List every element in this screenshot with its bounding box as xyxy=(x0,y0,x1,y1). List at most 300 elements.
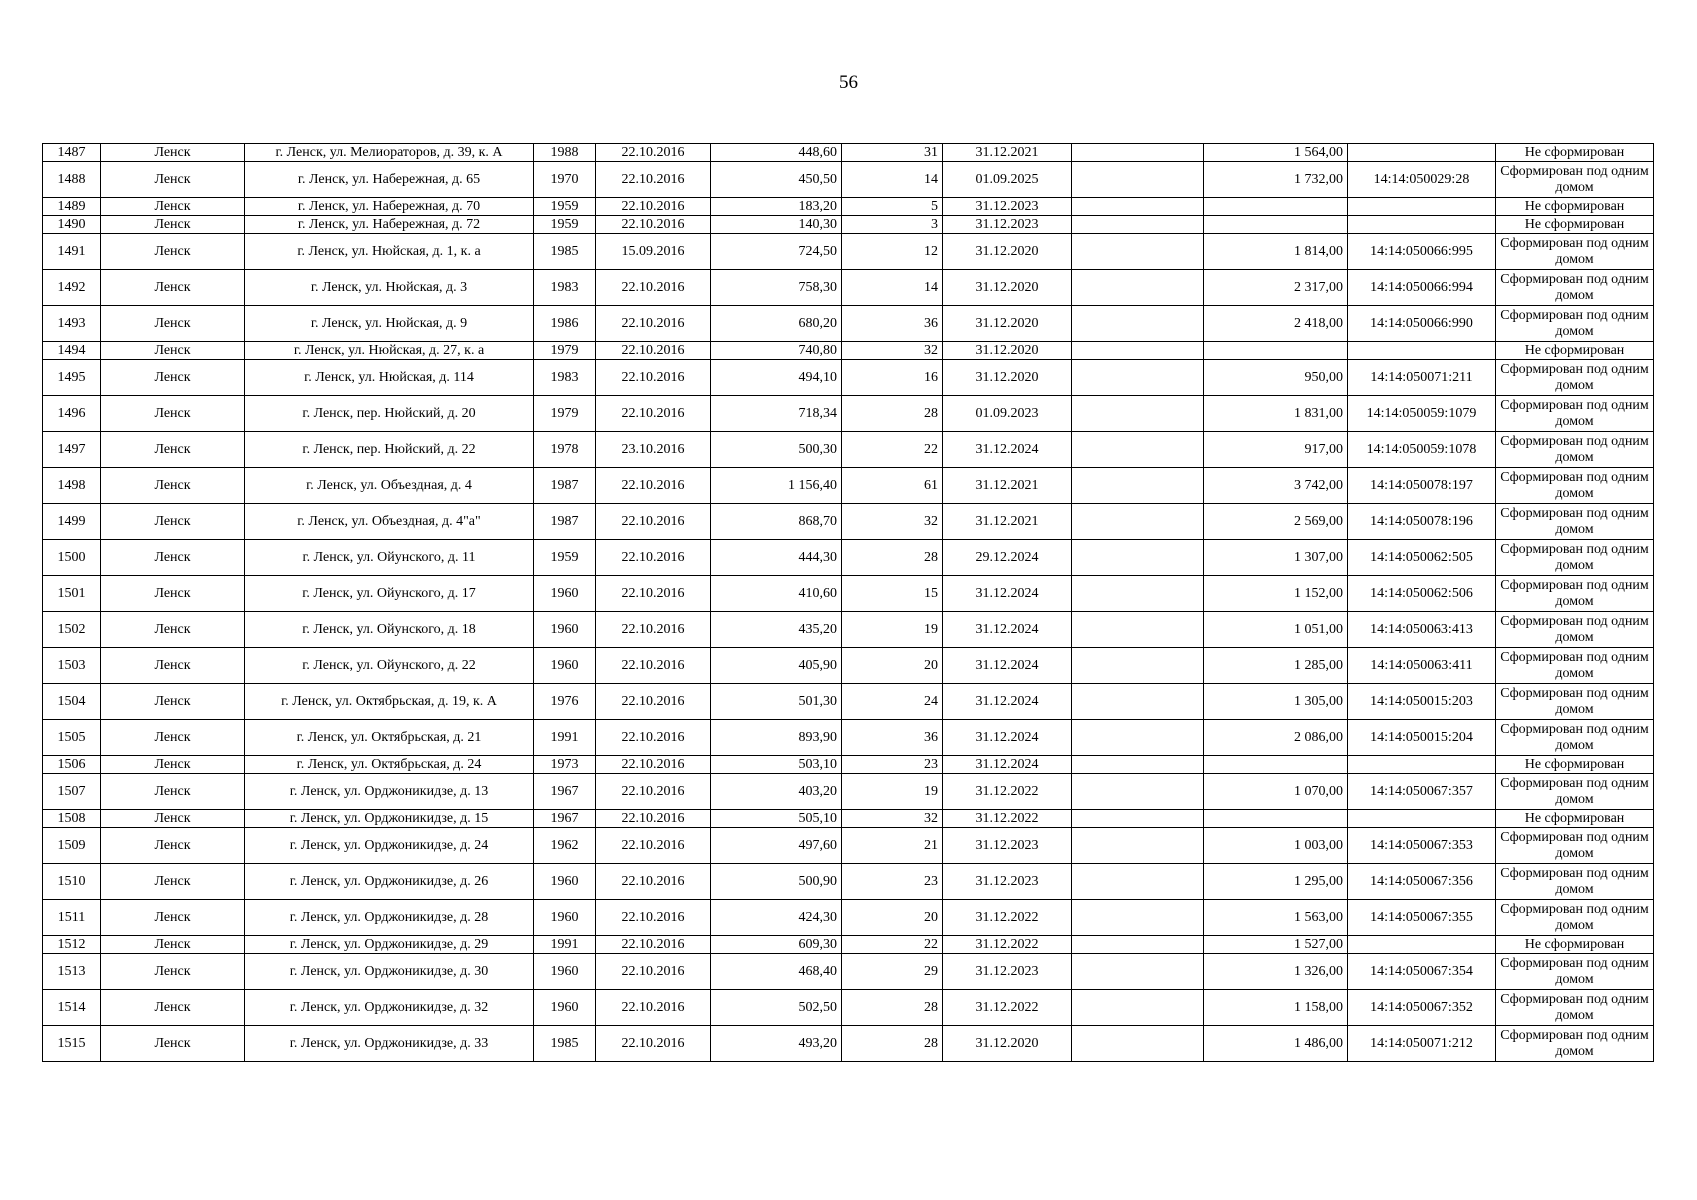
address: г. Ленск, ул. Орджоникидзе, д. 15 xyxy=(245,810,534,828)
address: г. Ленск, ул. Объездная, д. 4 xyxy=(245,468,534,504)
land-status: Сформирован под одним домом xyxy=(1496,270,1654,306)
construction-year: 1991 xyxy=(534,720,596,756)
table-row xyxy=(43,612,1654,648)
table-row xyxy=(43,774,1654,810)
date: 22.10.2016 xyxy=(596,468,711,504)
cadastral-number: 14:14:050067:353 xyxy=(1348,828,1496,864)
row-number: 1496 xyxy=(43,396,101,432)
area: 740,80 xyxy=(711,342,842,360)
deadline-date: 31.12.2024 xyxy=(943,720,1072,756)
date: 22.10.2016 xyxy=(596,144,711,162)
residents-count: 32 xyxy=(842,342,943,360)
address: г. Ленск, ул. Ойунского, д. 11 xyxy=(245,540,534,576)
date: 22.10.2016 xyxy=(596,936,711,954)
land-status: Сформирован под одним домом xyxy=(1496,612,1654,648)
cadastral-number: 14:14:050067:357 xyxy=(1348,774,1496,810)
empty-cell xyxy=(1072,936,1204,954)
construction-year: 1985 xyxy=(534,1026,596,1062)
area: 444,30 xyxy=(711,540,842,576)
residents-count: 23 xyxy=(842,756,943,774)
date: 22.10.2016 xyxy=(596,504,711,540)
table-row xyxy=(43,864,1654,900)
address: г. Ленск, ул. Орджоникидзе, д. 26 xyxy=(245,864,534,900)
date: 22.10.2016 xyxy=(596,270,711,306)
land-area: 2 569,00 xyxy=(1204,504,1348,540)
empty-cell xyxy=(1072,954,1204,990)
construction-year: 1959 xyxy=(534,198,596,216)
area: 758,30 xyxy=(711,270,842,306)
empty-cell xyxy=(1072,234,1204,270)
row-number: 1504 xyxy=(43,684,101,720)
empty-cell xyxy=(1072,432,1204,468)
date: 22.10.2016 xyxy=(596,756,711,774)
construction-year: 1960 xyxy=(534,648,596,684)
area: 493,20 xyxy=(711,1026,842,1062)
settlement: Ленск xyxy=(101,504,245,540)
address: г. Ленск, ул. Мелиораторов, д. 39, к. А xyxy=(245,144,534,162)
address: г. Ленск, ул. Октябрьская, д. 24 xyxy=(245,756,534,774)
cadastral-number xyxy=(1348,756,1496,774)
cadastral-number xyxy=(1348,144,1496,162)
residents-count: 3 xyxy=(842,216,943,234)
area: 405,90 xyxy=(711,648,842,684)
date: 22.10.2016 xyxy=(596,954,711,990)
cadastral-number: 14:14:050062:506 xyxy=(1348,576,1496,612)
area: 1 156,40 xyxy=(711,468,842,504)
date: 22.10.2016 xyxy=(596,396,711,432)
empty-cell xyxy=(1072,144,1204,162)
row-number: 1511 xyxy=(43,900,101,936)
deadline-date: 31.12.2020 xyxy=(943,234,1072,270)
area: 403,20 xyxy=(711,774,842,810)
cadastral-number: 14:14:050066:990 xyxy=(1348,306,1496,342)
row-number: 1507 xyxy=(43,774,101,810)
table-row xyxy=(43,576,1654,612)
row-number: 1489 xyxy=(43,198,101,216)
residents-count: 19 xyxy=(842,612,943,648)
table-row xyxy=(43,810,1654,828)
address: г. Ленск, ул. Набережная, д. 72 xyxy=(245,216,534,234)
land-area: 1 158,00 xyxy=(1204,990,1348,1026)
construction-year: 1983 xyxy=(534,360,596,396)
land-status: Не сформирован xyxy=(1496,936,1654,954)
cadastral-number: 14:14:050015:203 xyxy=(1348,684,1496,720)
area: 500,90 xyxy=(711,864,842,900)
settlement: Ленск xyxy=(101,756,245,774)
table-row xyxy=(43,162,1654,198)
construction-year: 1987 xyxy=(534,468,596,504)
table-row xyxy=(43,144,1654,162)
land-status: Сформирован под одним домом xyxy=(1496,162,1654,198)
land-area: 1 527,00 xyxy=(1204,936,1348,954)
settlement: Ленск xyxy=(101,396,245,432)
land-status: Сформирован под одним домом xyxy=(1496,468,1654,504)
residents-count: 16 xyxy=(842,360,943,396)
row-number: 1493 xyxy=(43,306,101,342)
area: 724,50 xyxy=(711,234,842,270)
empty-cell xyxy=(1072,162,1204,198)
cadastral-number xyxy=(1348,810,1496,828)
construction-year: 1983 xyxy=(534,270,596,306)
row-number: 1512 xyxy=(43,936,101,954)
settlement: Ленск xyxy=(101,540,245,576)
construction-year: 1959 xyxy=(534,540,596,576)
table-row xyxy=(43,828,1654,864)
construction-year: 1970 xyxy=(534,162,596,198)
empty-cell xyxy=(1072,810,1204,828)
empty-cell xyxy=(1072,1026,1204,1062)
residents-count: 36 xyxy=(842,720,943,756)
settlement: Ленск xyxy=(101,936,245,954)
residents-count: 12 xyxy=(842,234,943,270)
land-status: Не сформирован xyxy=(1496,144,1654,162)
address: г. Ленск, ул. Орджоникидзе, д. 13 xyxy=(245,774,534,810)
empty-cell xyxy=(1072,684,1204,720)
deadline-date: 31.12.2022 xyxy=(943,774,1072,810)
address: г. Ленск, ул. Орджоникидзе, д. 29 xyxy=(245,936,534,954)
area: 893,90 xyxy=(711,720,842,756)
row-number: 1497 xyxy=(43,432,101,468)
deadline-date: 31.12.2024 xyxy=(943,684,1072,720)
construction-year: 1960 xyxy=(534,954,596,990)
row-number: 1503 xyxy=(43,648,101,684)
settlement: Ленск xyxy=(101,648,245,684)
land-status: Сформирован под одним домом xyxy=(1496,900,1654,936)
land-area: 3 742,00 xyxy=(1204,468,1348,504)
land-area xyxy=(1204,198,1348,216)
area: 410,60 xyxy=(711,576,842,612)
settlement: Ленск xyxy=(101,954,245,990)
construction-year: 1960 xyxy=(534,864,596,900)
empty-cell xyxy=(1072,576,1204,612)
settlement: Ленск xyxy=(101,162,245,198)
date: 22.10.2016 xyxy=(596,684,711,720)
date: 22.10.2016 xyxy=(596,810,711,828)
construction-year: 1979 xyxy=(534,396,596,432)
settlement: Ленск xyxy=(101,864,245,900)
deadline-date: 31.12.2024 xyxy=(943,432,1072,468)
cadastral-number: 14:14:050067:352 xyxy=(1348,990,1496,1026)
land-area: 1 003,00 xyxy=(1204,828,1348,864)
table-row xyxy=(43,900,1654,936)
land-status: Сформирован под одним домом xyxy=(1496,990,1654,1026)
empty-cell xyxy=(1072,198,1204,216)
row-number: 1499 xyxy=(43,504,101,540)
cadastral-number: 14:14:050029:28 xyxy=(1348,162,1496,198)
cadastral-number: 14:14:050059:1079 xyxy=(1348,396,1496,432)
land-status: Сформирован под одним домом xyxy=(1496,396,1654,432)
construction-year: 1986 xyxy=(534,306,596,342)
table-row xyxy=(43,198,1654,216)
land-status: Сформирован под одним домом xyxy=(1496,864,1654,900)
deadline-date: 31.12.2020 xyxy=(943,342,1072,360)
date: 22.10.2016 xyxy=(596,576,711,612)
address: г. Ленск, ул. Октябрьская, д. 21 xyxy=(245,720,534,756)
cadastral-number: 14:14:050067:354 xyxy=(1348,954,1496,990)
address: г. Ленск, ул. Октябрьская, д. 19, к. А xyxy=(245,684,534,720)
cadastral-number: 14:14:050071:211 xyxy=(1348,360,1496,396)
row-number: 1488 xyxy=(43,162,101,198)
table-row xyxy=(43,234,1654,270)
address: г. Ленск, пер. Нюйский, д. 20 xyxy=(245,396,534,432)
land-area: 1 295,00 xyxy=(1204,864,1348,900)
area: 494,10 xyxy=(711,360,842,396)
land-area: 2 086,00 xyxy=(1204,720,1348,756)
deadline-date: 31.12.2020 xyxy=(943,270,1072,306)
land-status: Сформирован под одним домом xyxy=(1496,774,1654,810)
construction-year: 1960 xyxy=(534,612,596,648)
construction-year: 1960 xyxy=(534,990,596,1026)
settlement: Ленск xyxy=(101,270,245,306)
row-number: 1487 xyxy=(43,144,101,162)
table-body xyxy=(43,144,1654,1062)
cadastral-number xyxy=(1348,342,1496,360)
land-area: 1 732,00 xyxy=(1204,162,1348,198)
empty-cell xyxy=(1072,756,1204,774)
empty-cell xyxy=(1072,216,1204,234)
address: г. Ленск, ул. Орджоникидзе, д. 28 xyxy=(245,900,534,936)
settlement: Ленск xyxy=(101,144,245,162)
settlement: Ленск xyxy=(101,306,245,342)
row-number: 1513 xyxy=(43,954,101,990)
deadline-date: 29.12.2024 xyxy=(943,540,1072,576)
settlement: Ленск xyxy=(101,828,245,864)
date: 22.10.2016 xyxy=(596,648,711,684)
land-area: 1 564,00 xyxy=(1204,144,1348,162)
address: г. Ленск, ул. Ойунского, д. 17 xyxy=(245,576,534,612)
land-status: Сформирован под одним домом xyxy=(1496,828,1654,864)
land-status: Сформирован под одним домом xyxy=(1496,576,1654,612)
table-row xyxy=(43,216,1654,234)
land-area: 1 070,00 xyxy=(1204,774,1348,810)
cadastral-number: 14:14:050059:1078 xyxy=(1348,432,1496,468)
construction-year: 1960 xyxy=(534,900,596,936)
deadline-date: 31.12.2024 xyxy=(943,612,1072,648)
deadline-date: 31.12.2024 xyxy=(943,756,1072,774)
residents-count: 22 xyxy=(842,936,943,954)
table-row xyxy=(43,720,1654,756)
settlement: Ленск xyxy=(101,1026,245,1062)
area: 505,10 xyxy=(711,810,842,828)
address: г. Ленск, ул. Нюйская, д. 114 xyxy=(245,360,534,396)
settlement: Ленск xyxy=(101,810,245,828)
cadastral-number: 14:14:050066:995 xyxy=(1348,234,1496,270)
residents-count: 61 xyxy=(842,468,943,504)
cadastral-number: 14:14:050067:356 xyxy=(1348,864,1496,900)
area: 680,20 xyxy=(711,306,842,342)
deadline-date: 31.12.2024 xyxy=(943,576,1072,612)
row-number: 1514 xyxy=(43,990,101,1026)
table-row xyxy=(43,648,1654,684)
date: 22.10.2016 xyxy=(596,1026,711,1062)
address: г. Ленск, ул. Нюйская, д. 1, к. а xyxy=(245,234,534,270)
deadline-date: 01.09.2025 xyxy=(943,162,1072,198)
row-number: 1500 xyxy=(43,540,101,576)
construction-year: 1959 xyxy=(534,216,596,234)
date: 22.10.2016 xyxy=(596,774,711,810)
row-number: 1491 xyxy=(43,234,101,270)
table-row xyxy=(43,684,1654,720)
area: 140,30 xyxy=(711,216,842,234)
cadastral-number: 14:14:050071:212 xyxy=(1348,1026,1496,1062)
land-status: Не сформирован xyxy=(1496,198,1654,216)
settlement: Ленск xyxy=(101,342,245,360)
empty-cell xyxy=(1072,468,1204,504)
residents-count: 36 xyxy=(842,306,943,342)
land-status: Сформирован под одним домом xyxy=(1496,432,1654,468)
table-row xyxy=(43,1026,1654,1062)
date: 22.10.2016 xyxy=(596,216,711,234)
land-status: Сформирован под одним домом xyxy=(1496,1026,1654,1062)
cadastral-number: 14:14:050067:355 xyxy=(1348,900,1496,936)
land-area xyxy=(1204,216,1348,234)
settlement: Ленск xyxy=(101,576,245,612)
address: г. Ленск, ул. Нюйская, д. 3 xyxy=(245,270,534,306)
table-row xyxy=(43,990,1654,1026)
cadastral-number: 14:14:050015:204 xyxy=(1348,720,1496,756)
land-status: Сформирован под одним домом xyxy=(1496,684,1654,720)
address: г. Ленск, ул. Ойунского, д. 18 xyxy=(245,612,534,648)
area: 424,30 xyxy=(711,900,842,936)
empty-cell xyxy=(1072,504,1204,540)
empty-cell xyxy=(1072,720,1204,756)
residents-count: 20 xyxy=(842,900,943,936)
row-number: 1495 xyxy=(43,360,101,396)
table-row xyxy=(43,540,1654,576)
deadline-date: 31.12.2020 xyxy=(943,306,1072,342)
deadline-date: 31.12.2023 xyxy=(943,198,1072,216)
settlement: Ленск xyxy=(101,990,245,1026)
settlement: Ленск xyxy=(101,198,245,216)
settlement: Ленск xyxy=(101,684,245,720)
row-number: 1506 xyxy=(43,756,101,774)
area: 868,70 xyxy=(711,504,842,540)
settlement: Ленск xyxy=(101,468,245,504)
residents-count: 19 xyxy=(842,774,943,810)
date: 22.10.2016 xyxy=(596,828,711,864)
date: 22.10.2016 xyxy=(596,342,711,360)
land-area: 2 317,00 xyxy=(1204,270,1348,306)
table-row xyxy=(43,468,1654,504)
land-status: Не сформирован xyxy=(1496,756,1654,774)
area: 718,34 xyxy=(711,396,842,432)
date: 22.10.2016 xyxy=(596,612,711,648)
address: г. Ленск, ул. Орджоникидзе, д. 24 xyxy=(245,828,534,864)
row-number: 1509 xyxy=(43,828,101,864)
cadastral-number xyxy=(1348,198,1496,216)
table-row xyxy=(43,360,1654,396)
land-area: 1 285,00 xyxy=(1204,648,1348,684)
residents-count: 22 xyxy=(842,432,943,468)
construction-year: 1967 xyxy=(534,774,596,810)
cadastral-number: 14:14:050066:994 xyxy=(1348,270,1496,306)
residents-count: 14 xyxy=(842,162,943,198)
land-area: 917,00 xyxy=(1204,432,1348,468)
date: 22.10.2016 xyxy=(596,306,711,342)
settlement: Ленск xyxy=(101,216,245,234)
area: 609,30 xyxy=(711,936,842,954)
residents-count: 31 xyxy=(842,144,943,162)
land-area: 1 831,00 xyxy=(1204,396,1348,432)
date: 22.10.2016 xyxy=(596,720,711,756)
residents-count: 28 xyxy=(842,540,943,576)
construction-year: 1967 xyxy=(534,810,596,828)
table-row xyxy=(43,504,1654,540)
cadastral-number: 14:14:050063:413 xyxy=(1348,612,1496,648)
area: 503,10 xyxy=(711,756,842,774)
table-row xyxy=(43,342,1654,360)
row-number: 1515 xyxy=(43,1026,101,1062)
empty-cell xyxy=(1072,612,1204,648)
area: 501,30 xyxy=(711,684,842,720)
residents-count: 32 xyxy=(842,810,943,828)
row-number: 1505 xyxy=(43,720,101,756)
address: г. Ленск, ул. Нюйская, д. 9 xyxy=(245,306,534,342)
table-row xyxy=(43,954,1654,990)
land-area xyxy=(1204,756,1348,774)
construction-year: 1991 xyxy=(534,936,596,954)
construction-year: 1973 xyxy=(534,756,596,774)
area: 448,60 xyxy=(711,144,842,162)
empty-cell xyxy=(1072,306,1204,342)
area: 502,50 xyxy=(711,990,842,1026)
empty-cell xyxy=(1072,360,1204,396)
area: 497,60 xyxy=(711,828,842,864)
empty-cell xyxy=(1072,828,1204,864)
deadline-date: 31.12.2024 xyxy=(943,648,1072,684)
settlement: Ленск xyxy=(101,360,245,396)
date: 22.10.2016 xyxy=(596,540,711,576)
land-status: Сформирован под одним домом xyxy=(1496,504,1654,540)
residents-count: 23 xyxy=(842,864,943,900)
cadastral-number: 14:14:050062:505 xyxy=(1348,540,1496,576)
area: 435,20 xyxy=(711,612,842,648)
deadline-date: 31.12.2020 xyxy=(943,360,1072,396)
address: г. Ленск, ул. Ойунского, д. 22 xyxy=(245,648,534,684)
table-row xyxy=(43,306,1654,342)
land-status: Не сформирован xyxy=(1496,810,1654,828)
date: 22.10.2016 xyxy=(596,162,711,198)
area: 500,30 xyxy=(711,432,842,468)
deadline-date: 01.09.2023 xyxy=(943,396,1072,432)
construction-year: 1987 xyxy=(534,504,596,540)
land-status: Сформирован под одним домом xyxy=(1496,234,1654,270)
land-area: 2 418,00 xyxy=(1204,306,1348,342)
table-row xyxy=(43,432,1654,468)
construction-year: 1988 xyxy=(534,144,596,162)
deadline-date: 31.12.2023 xyxy=(943,828,1072,864)
settlement: Ленск xyxy=(101,900,245,936)
row-number: 1510 xyxy=(43,864,101,900)
deadline-date: 31.12.2022 xyxy=(943,810,1072,828)
row-number: 1508 xyxy=(43,810,101,828)
page-number: 56 xyxy=(839,72,858,93)
cadastral-number xyxy=(1348,936,1496,954)
table-row xyxy=(43,756,1654,774)
empty-cell xyxy=(1072,648,1204,684)
deadline-date: 31.12.2023 xyxy=(943,864,1072,900)
housing-registry-table xyxy=(42,143,1654,1062)
deadline-date: 31.12.2022 xyxy=(943,900,1072,936)
deadline-date: 31.12.2021 xyxy=(943,504,1072,540)
row-number: 1498 xyxy=(43,468,101,504)
date: 23.10.2016 xyxy=(596,432,711,468)
table-row xyxy=(43,270,1654,306)
address: г. Ленск, ул. Орджоникидзе, д. 32 xyxy=(245,990,534,1026)
residents-count: 28 xyxy=(842,396,943,432)
settlement: Ленск xyxy=(101,234,245,270)
land-status: Сформирован под одним домом xyxy=(1496,648,1654,684)
